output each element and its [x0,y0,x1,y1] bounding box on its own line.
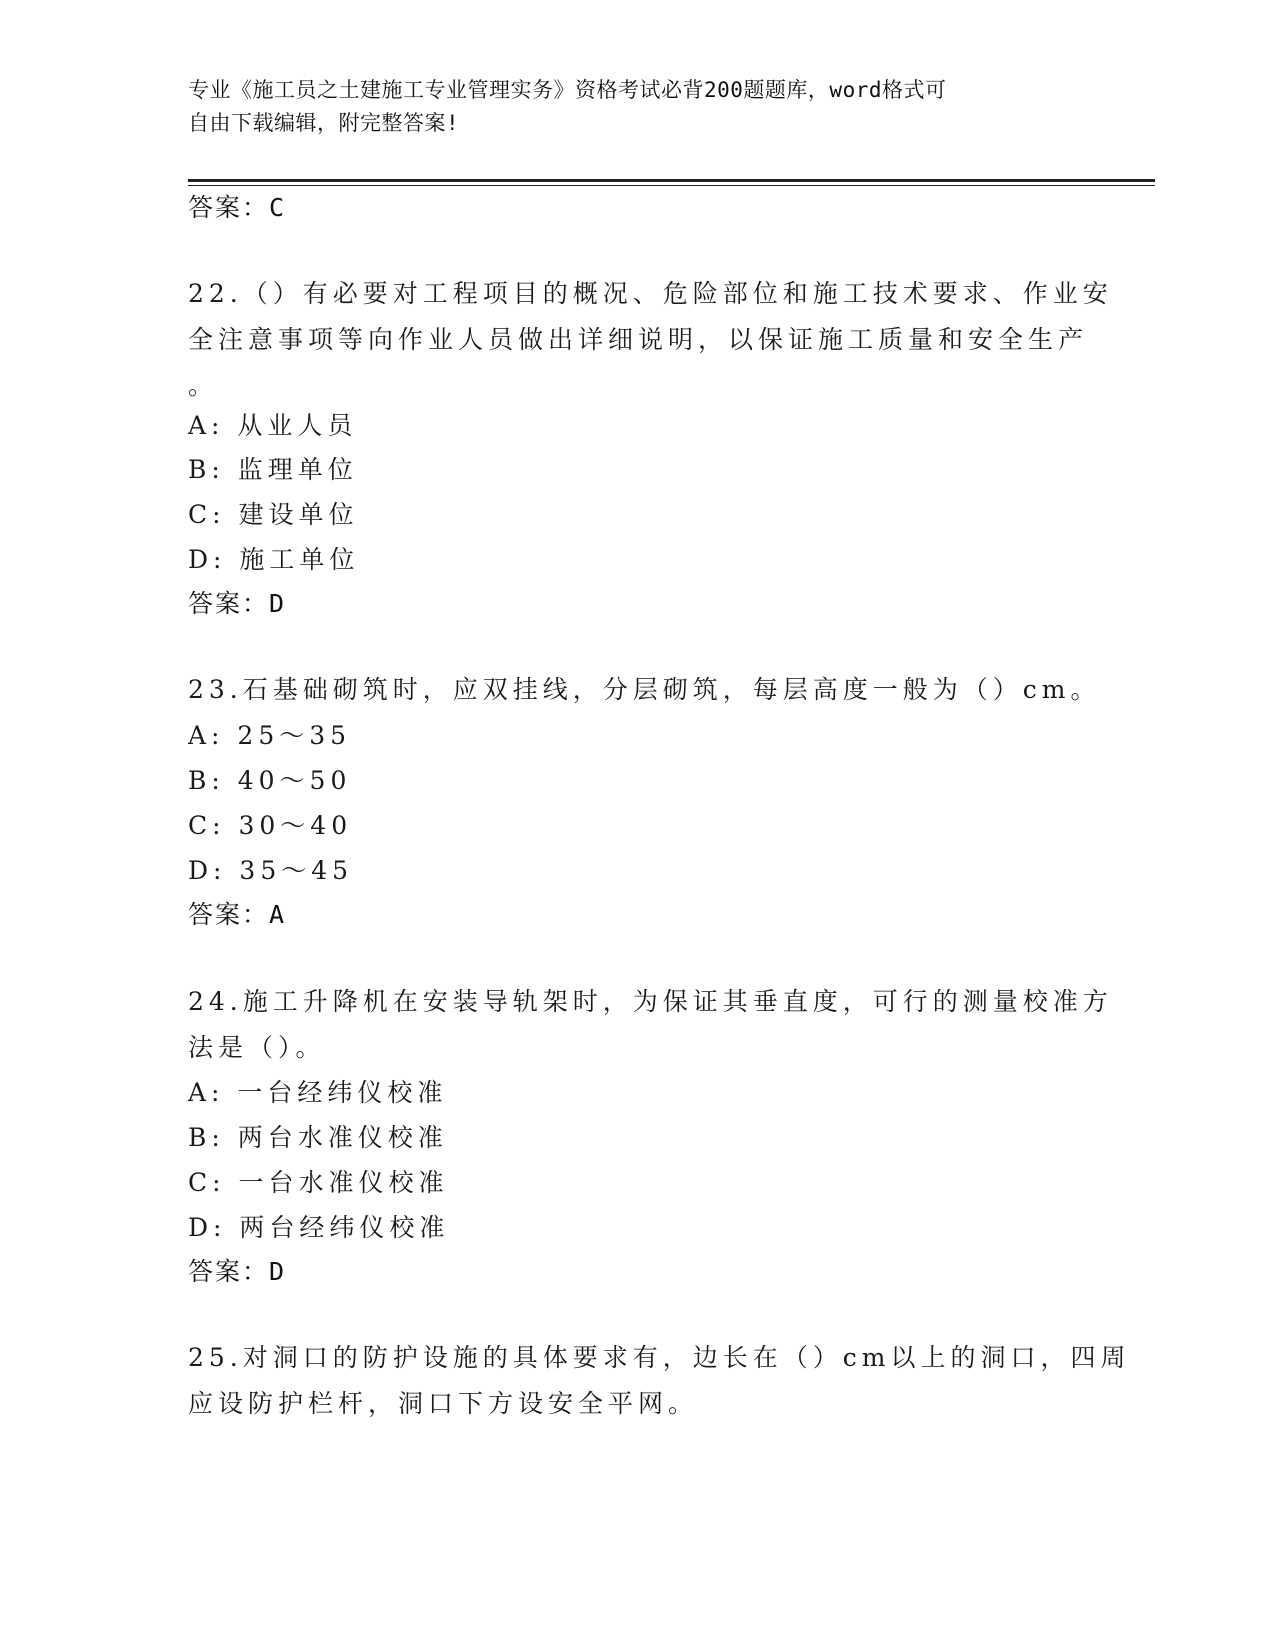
question-24-option-a: A: 一台经纬仪校准 [188,1078,448,1107]
question-24-text-line-2: 法是（）。 [188,1033,326,1062]
header-line-1: 专业《施工员之土建施工专业管理实务》资格考试必背200题题库，word格式可 [188,78,947,102]
header-divider-thick [188,179,1155,182]
answer-21: 答案：C [188,193,287,222]
question-24-option-d: D: 两台经纬仪校准 [188,1213,450,1242]
answer-23: 答案：A [188,900,287,929]
header-line-2: 自由下载编辑，附完整答案! [188,111,460,135]
header-divider-thin [188,185,1155,186]
question-22-option-a: A: 从业人员 [188,411,358,440]
question-25-text-line-2: 应设防护栏杆，洞口下方设安全平网。 [188,1389,699,1418]
question-23-option-d: D: 35～45 [188,856,354,885]
question-22-text-line-1: 22.（）有必要对工程项目的概况、危险部位和施工技术要求、作业安 [188,279,1113,308]
answer-24: 答案：D [188,1257,287,1286]
question-22-text-line-3: 。 [188,371,219,400]
question-23-option-a: A: 25～35 [188,721,352,750]
question-22-option-d: D: 施工单位 [188,545,360,574]
question-23-text-line-1: 23.石基础砌筑时，应双挂线，分层砌筑，每层高度一般为（）cm。 [188,675,1101,704]
question-24-option-c: C: 一台水准仪校准 [188,1168,449,1197]
question-24-option-b: B: 两台水准仪校准 [188,1123,448,1152]
question-25-text-line-1: 25.对洞口的防护设施的具体要求有，边长在（）cm以上的洞口，四周 [188,1343,1131,1372]
question-23-option-c: C: 30～40 [188,811,353,840]
question-22-option-c: C: 建设单位 [188,500,359,529]
question-23-option-b: B: 40～50 [188,766,352,795]
answer-22: 答案：D [188,589,287,618]
question-22-text-line-2: 全注意事项等向作业人员做出详细说明，以保证施工质量和安全生产 [188,325,1089,354]
question-24-text-line-1: 24.施工升降机在安装导轨架时，为保证其垂直度，可行的测量校准方 [188,987,1113,1016]
question-22-option-b: B: 监理单位 [188,455,358,484]
document-header [188,74,1088,140]
